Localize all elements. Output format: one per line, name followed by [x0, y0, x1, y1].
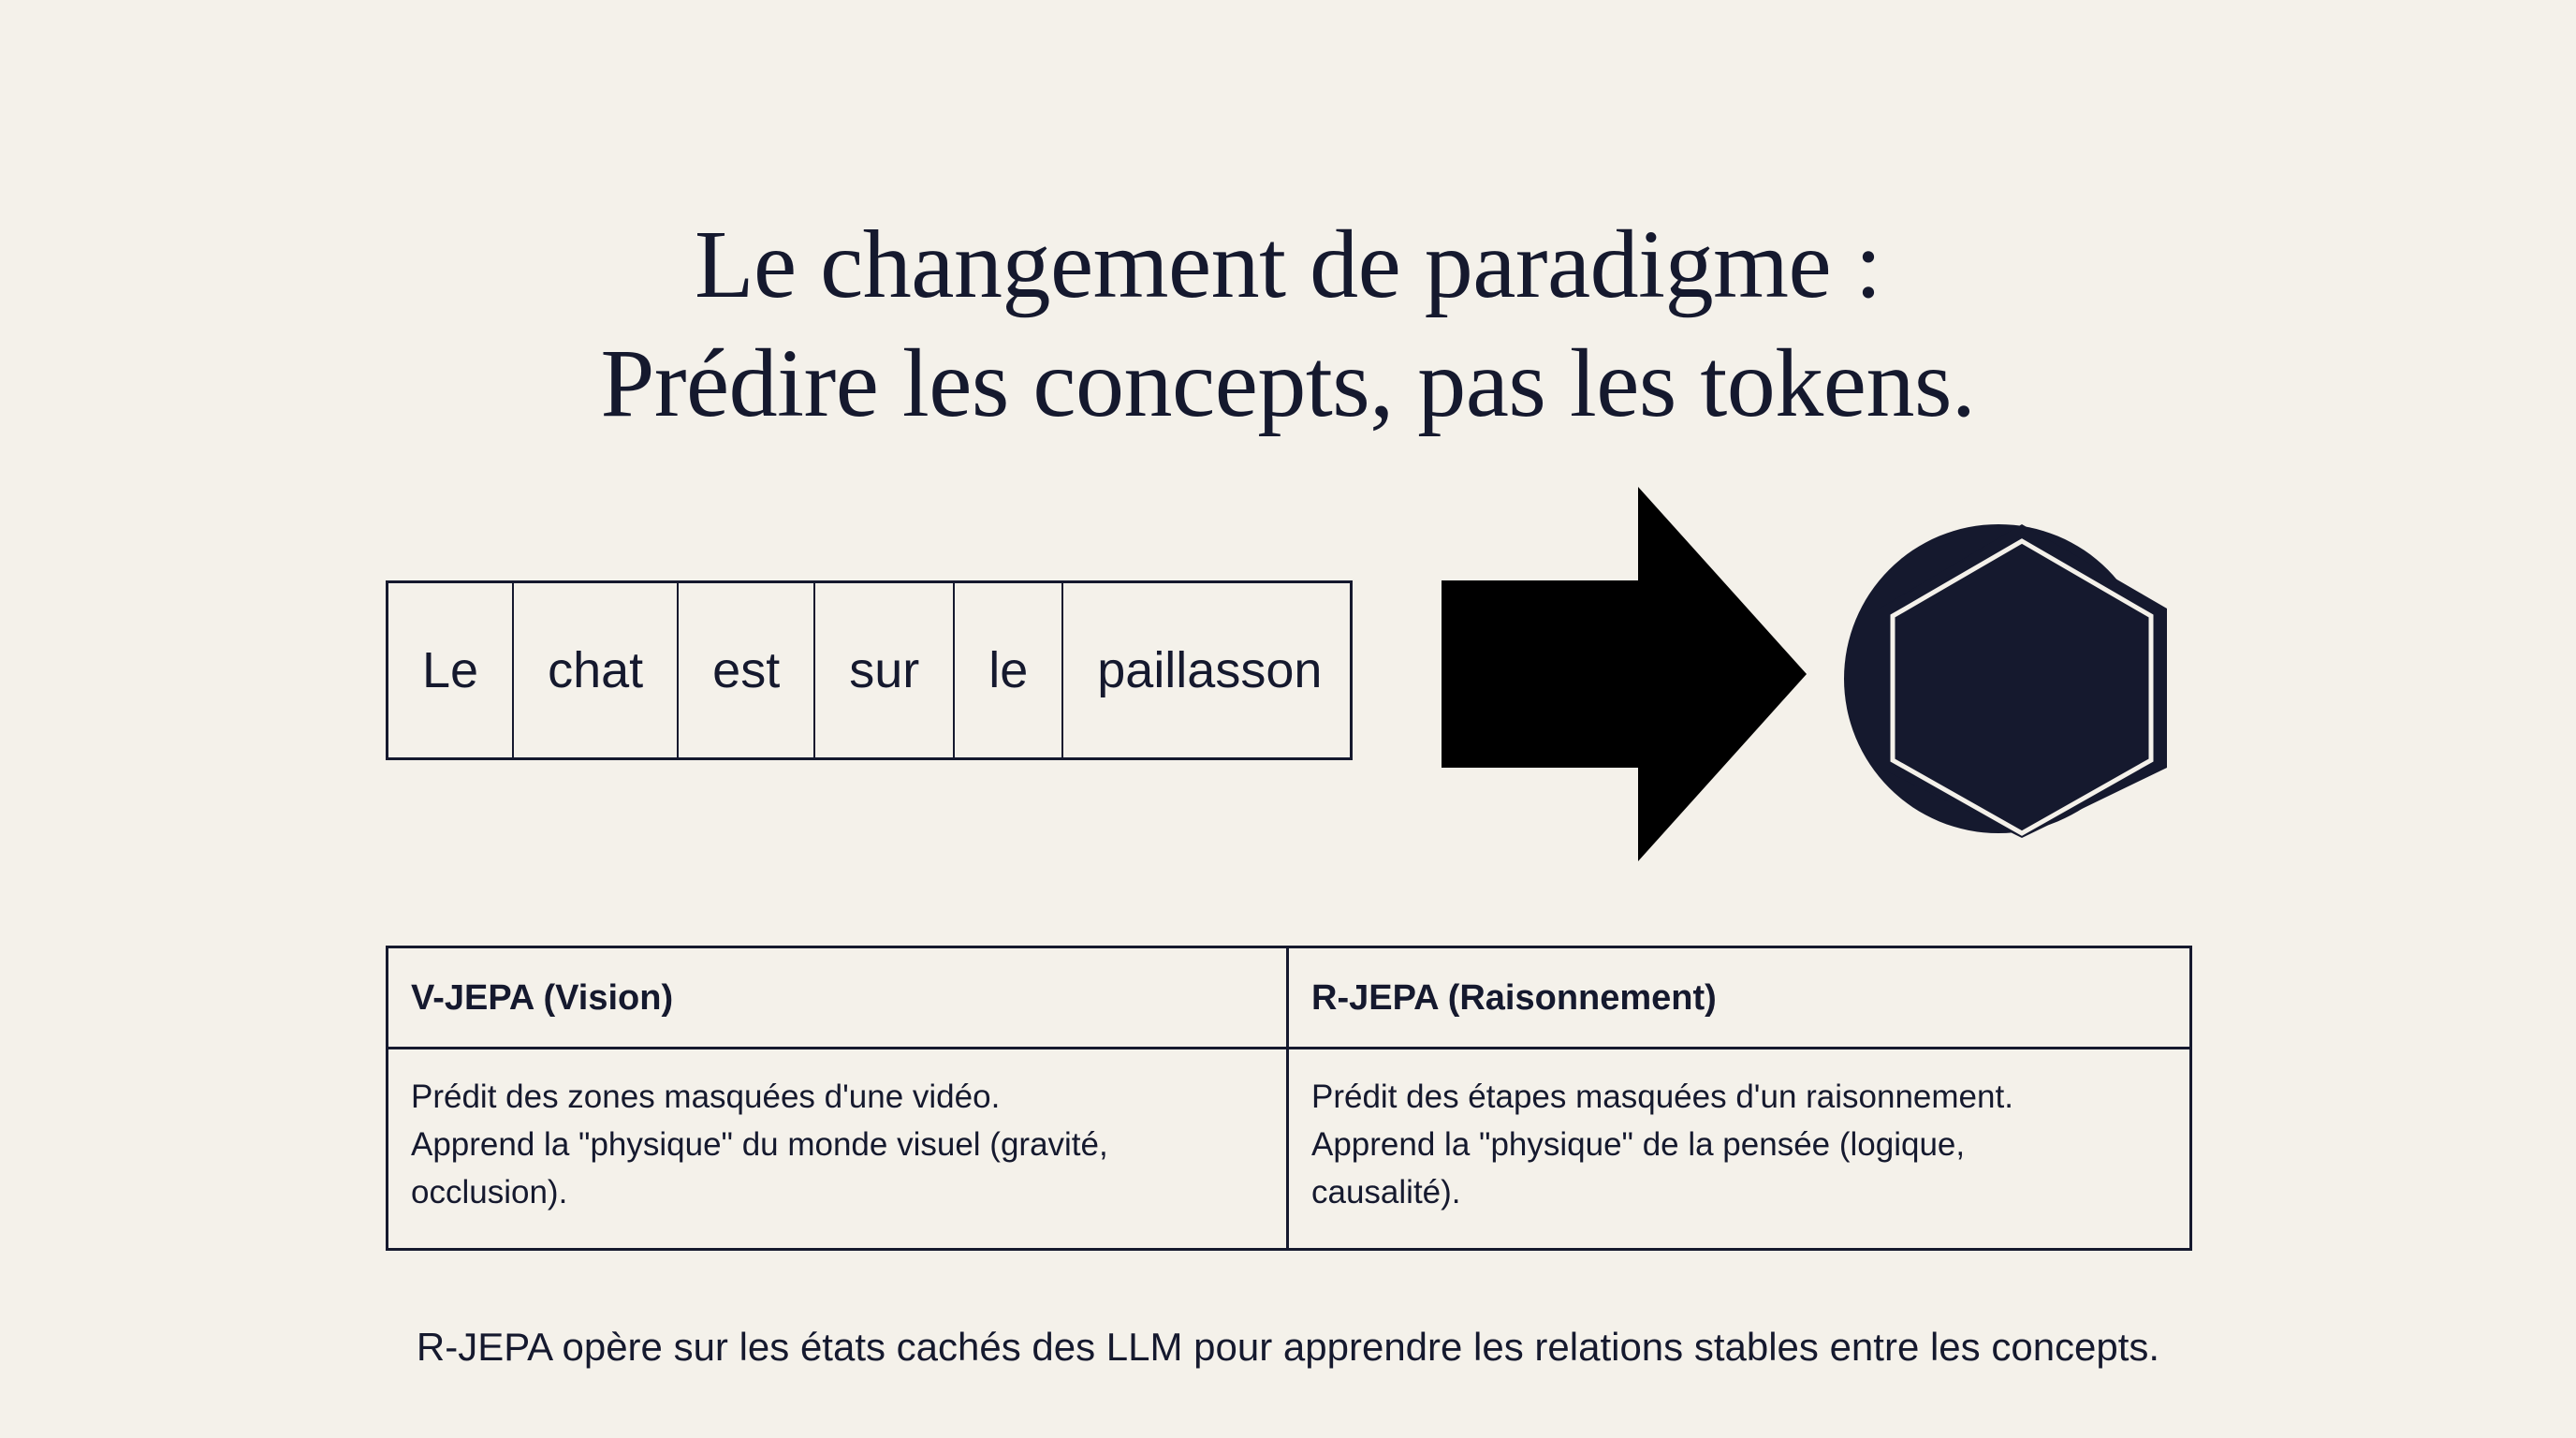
concept-embedding-node-icon: [1835, 506, 2190, 852]
page-title: [0, 206, 2576, 444]
token-item: paillasson: [1097, 642, 1323, 698]
table-header-row: [388, 948, 2189, 1049]
table-header-vjepa: V-JEPA (Vision): [388, 948, 1289, 1047]
table-row: [388, 1049, 2189, 1248]
vjepa-line-3: occlusion).: [411, 1173, 568, 1211]
table-cell-rjepa-description: [1289, 1049, 2189, 1248]
vjepa-line-1: Prédit des zones masquées d'une vidéo.: [411, 1078, 1001, 1116]
vjepa-line-2: Apprend la "physique" du monde visuel (gravité,: [411, 1125, 1108, 1163]
rjepa-line-1: Prédit des étapes masquées d'un raisonnement.: [1311, 1078, 2013, 1116]
table-cell-vjepa-description: [388, 1049, 1289, 1248]
token-item: chat: [514, 583, 679, 757]
token-strip: [386, 580, 1353, 760]
rjepa-line-2: Apprend la "physique" de la pensée (logique,: [1311, 1125, 1966, 1163]
right-arrow-icon: [1442, 487, 1816, 861]
page-title-line-2: Prédire les concepts, pas les tokens.: [600, 329, 1976, 437]
comparison-table: [386, 946, 2192, 1251]
token-item: est: [679, 583, 815, 757]
token-item: Le: [388, 583, 514, 757]
table-header-rjepa: R-JEPA (Raisonnement): [1311, 978, 1717, 1018]
token-to-concept-flow: [0, 477, 2576, 871]
rjepa-line-3: causalité).: [1311, 1173, 1461, 1211]
footnote: R-JEPA opère sur les états cachés des LLM pour apprendre les relations stables entre les concepts.: [416, 1325, 2160, 1369]
page-title-line-1: Le changement de paradigme :: [694, 210, 1882, 318]
token-item: le: [955, 583, 1063, 757]
token-item: sur: [815, 583, 955, 757]
